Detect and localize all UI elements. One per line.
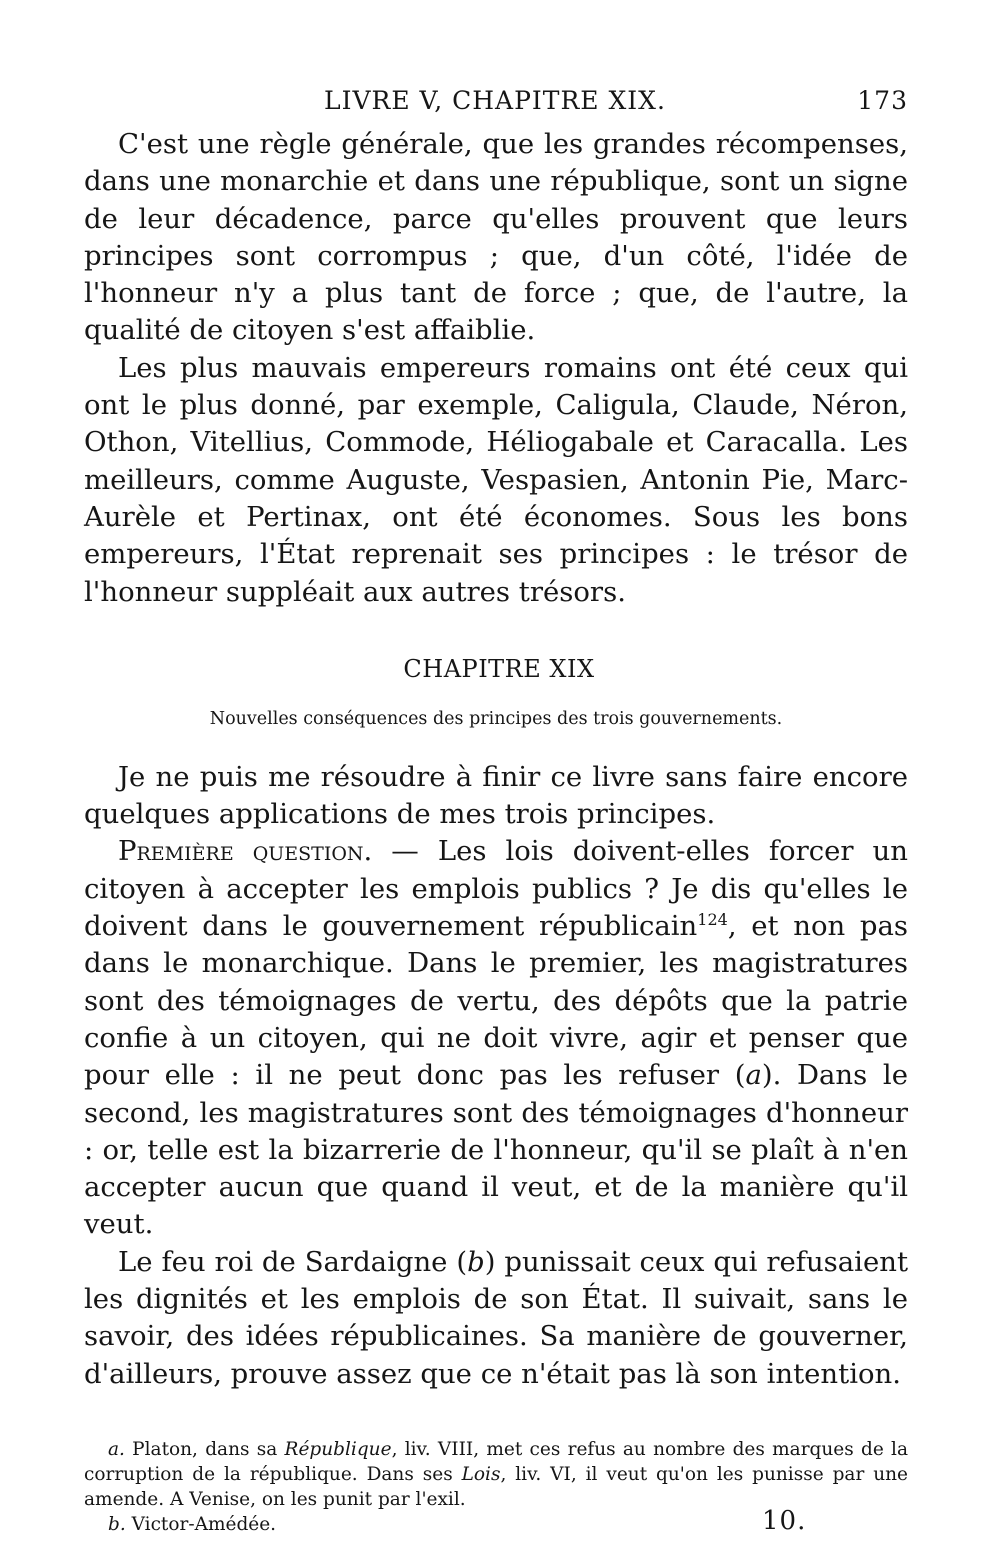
question-text-part-1: — Les lois doivent-elles forcer un citoyen à accepter les emplois publics ? Je dis qu'elles le doivent dans le gouvernement républicain bbox=[84, 835, 908, 943]
footnote-a-text-1: Platon, dans sa bbox=[124, 1438, 285, 1460]
chapter-subtitle: Nouvelles conséquences des principes des trois gouvernements. bbox=[209, 708, 783, 729]
question-text-part-2: , et non pas dans le monarchique. Dans le premier, les magistratures sont des témoignages de vertu, des dépôts que la patrie confie à un citoyen, qui ne doit vivre, agir et penser que pour elle : il ne peut donc pas les refuser ( bbox=[84, 910, 909, 1092]
footnote-a-work-republic: République bbox=[284, 1438, 392, 1460]
printer-signature-mark: 10. bbox=[762, 1506, 807, 1536]
sardinia-text-part-1: Le feu roi de Sardaigne ( bbox=[118, 1245, 468, 1278]
footnote-reference-b[interactable]: b bbox=[467, 1245, 485, 1278]
paragraph-emperors: Les plus mauvais empereurs romains ont été ceux qui ont le plus donné, par exemple, Caligula, Claude, Néron, Othon, Vitellius, Commode, Héliogabale et Caracalla. Les meilleurs, comme Auguste, Vespasien, Antonin Pie, Marc-Aurèle et Pertinax, ont été économes. Sous les bons empereurs, l'État reprenait ses principes : le trésor de l'honneur suppléait aux autres trésors. bbox=[84, 351, 908, 608]
footnote-reference-a[interactable]: a bbox=[745, 1059, 762, 1092]
footnote-a-work-laws: Lois bbox=[461, 1463, 501, 1485]
paragraph-rewards: C'est une règle générale, que les grandes récompenses, dans une monarchie et dans une république, sont un signe de leur décadence, parce qu'elles prouvent que leurs principes sont corrompus ; que, d'un côté, l'idée de l'honneur n'y a plus tant de force ; que, de l'autre, la qualité de citoyen s'est affaiblie. bbox=[84, 128, 908, 347]
running-head-title: LIVRE V, CHAPITRE XIX. bbox=[324, 86, 666, 115]
footnote-b-marker: b. bbox=[108, 1513, 126, 1535]
paragraph-sardinia bbox=[84, 1244, 908, 1393]
footnote-a-text-2: , liv. VIII, met ces refus au nombre des marques de la corruption de la république. Dans ses bbox=[84, 1438, 908, 1485]
paragraph-intro: Je ne puis me résoudre à finir ce livre sans faire encore quelques applications de mes trois principes. bbox=[84, 760, 908, 831]
footnote-b-text: Victor-Amédée. bbox=[125, 1513, 277, 1535]
footnote-a-marker: a. bbox=[108, 1438, 125, 1460]
question-label: Première question. bbox=[118, 835, 373, 868]
sardinia-text-part-2: ) punissait ceux qui refusaient les dignités et les emplois de son État. Il suivait, sans le savoir, des idées républicaines. Sa manière de gouverner, d'ailleurs, prouve assez que ce n'était pas là son intention. bbox=[84, 1245, 908, 1390]
question-text-part-3: ). Dans le second, les magistratures sont des témoignages d'honneur : or, telle est la bizarrerie de l'honneur, qu'il se plaît à n'en accepter aucun que quand il veut, et de la manière qu'il veut. bbox=[84, 1059, 908, 1241]
book-page bbox=[84, 86, 908, 1537]
footnote-a-text-3: , liv. VI, il veut qu'on les punisse par une amende. A Venise, on les punit par l'exil. bbox=[84, 1463, 908, 1510]
footnote-a bbox=[84, 1437, 908, 1512]
page-number: 173 bbox=[857, 86, 908, 115]
running-head bbox=[84, 86, 908, 126]
chapter-heading: CHAPITRE XIX bbox=[403, 654, 595, 683]
note-reference-124: 124 bbox=[697, 910, 728, 930]
paragraph-first-question bbox=[84, 833, 908, 1243]
